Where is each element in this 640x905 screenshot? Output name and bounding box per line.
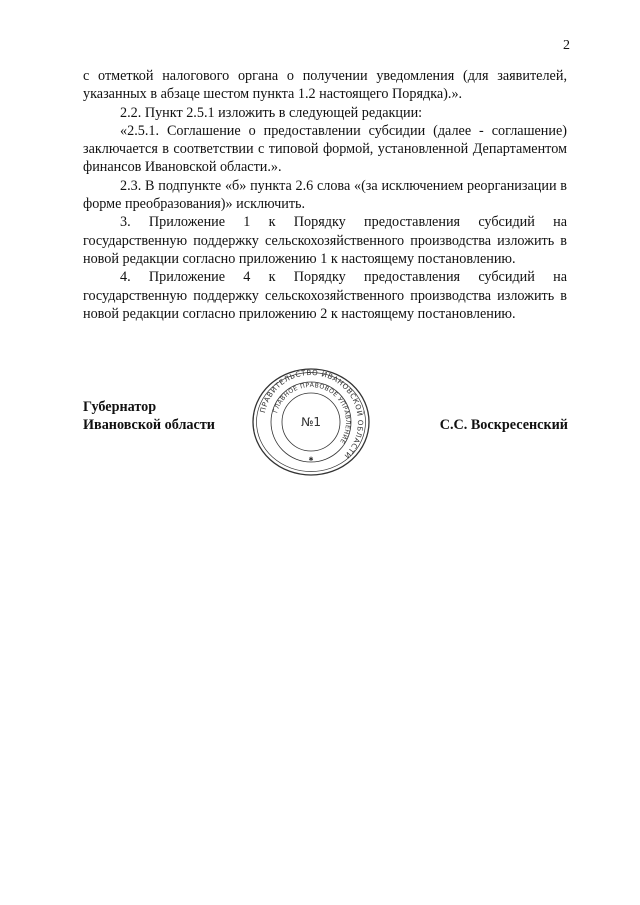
signatory-title <box>83 398 215 435</box>
paragraph-continuation: с отметкой налогового органа о получении уведомления (для заявителей, указанных в абзаце шестом пункта 1.2 настоящего Порядка).». <box>83 68 567 103</box>
seal-outer-text: ПРАВИТЕЛЬСТВО ИВАНОВСКОЙ ОБЛАСТИ <box>257 367 366 461</box>
seal-center-text: №1 <box>300 415 322 429</box>
paragraph-4: 4. Приложение 4 к Порядку предоставления субсидий на государственную поддержку сельскохозяйственного производства изложить в новой редакции согласно приложению 2 к настоящему постановлению. <box>83 269 567 322</box>
document-body <box>83 67 567 323</box>
signatory-name: С.С. Воскресенский <box>439 417 568 433</box>
paragraph-3: 3. Приложение 1 к Порядку предоставления субсидий на государственную поддержку сельскохозяйственного производства изложить в новой редакции согласно приложению 1 к настоящему постановлению. <box>83 214 567 267</box>
signatory-title-line1: Губернатор <box>83 399 157 415</box>
paragraph-2-2: 2.2. Пункт 2.5.1 изложить в следующей редакции: <box>120 104 423 121</box>
seal-star-icon: ✱ <box>308 456 314 463</box>
page-number: 2 <box>563 38 570 53</box>
seal-inner-text: ГЛАВНОЕ ПРАВОВОЕ УПРАВЛЕНИЕ <box>272 381 352 445</box>
paragraph-2-3: 2.3. В подпункте «б» пункта 2.6 слова «(за исключением реорганизации в форме преобразования)» исключить. <box>83 177 567 213</box>
signatory-title-line2: Ивановской области <box>83 417 215 434</box>
paragraph-2-5-1: «2.5.1. Соглашение о предоставлении субсидии (далее - соглашение) заключается в соответствии с типовой формой, установленной Департаментом финансов Ивановской области.». <box>83 122 567 176</box>
seal-graphic <box>250 366 372 478</box>
official-seal <box>250 366 372 478</box>
